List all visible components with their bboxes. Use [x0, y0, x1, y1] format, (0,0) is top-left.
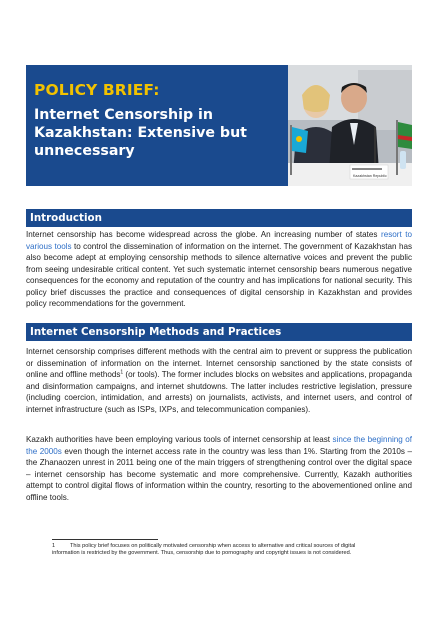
paragraph-text: Internet censorship comprises different methods with the central aim to prevent or suppress the publication or dissemination of information on the internet. Internet censorship sanctioned by the state consists of online and offline methods [26, 347, 412, 379]
paragraph-text: even though the internet access rate in the country was less than 1%. Starting from the 2010s – the Zhanaozen unrest in 2011 being one of the main triggers of strengthening control over the digital space – internet censorship has become systematic and more comprehensive. Currently, Kazakh authorities attempt to control digital flows of information within the country, resorting to the abovementioned online and offline tools. [26, 446, 412, 502]
document-title: Internet Censorship in Kazakhstan: Extensive but unnecessary [34, 107, 247, 159]
photo-nameplate-text: Kazakhstan Republic [353, 174, 387, 178]
introduction-paragraph [26, 229, 412, 310]
title-banner [26, 65, 412, 186]
methods-paragraph-2 [26, 434, 412, 503]
section-heading-introduction: Introduction [26, 209, 412, 227]
brief-kicker: POLICY BRIEF: [34, 81, 160, 99]
conference-photo-illustration [288, 65, 412, 186]
cover-photo [288, 65, 412, 186]
paragraph-text: Internet censorship has become widespread across the globe. An increasing number of states [26, 230, 382, 239]
link-resort-to-various-tools[interactable]: resort to various tools [26, 230, 412, 251]
footnote-text: This policy brief focuses on politically motivated censorship when access to alternative and critical sources of digital information is restricted by the government. Thus, censorship due to pornography and copyright issues is not considered. [52, 543, 356, 557]
section-heading-methods: Internet Censorship Methods and Practices [26, 323, 412, 341]
paragraph-text: Kazakh authorities have been employing various tools of internet censorship at least [26, 435, 333, 444]
link-since-the-beginning-of-the-2000s[interactable]: since the beginning of the 2000s [26, 435, 412, 456]
footnote-reference[interactable]: 1 [120, 369, 124, 376]
footnote [52, 543, 382, 557]
footnote-number: 1 [52, 543, 56, 549]
footnote-divider [52, 539, 158, 540]
paragraph-text: (or tools). The former includes blocks on websites and applications, propaganda and disinformation campaigns, and internet shutdowns. The latter includes restrictive legislation, pressure (including coercion, intimidation, and arrests) on journalists, activists, and internet users, and control of internet infrastructure (such as ISPs, IXPs, and telecommunication companies). [26, 370, 412, 414]
methods-paragraph-1 [26, 346, 412, 415]
paragraph-text: to control the dissemination of information on the internet. The government of Kazakhstan has also become adept at employing censorship methods to silence alternative voices and prevent the public from seeing undesirable critical content. Yet such systematic internet censorship bears numerous negative consequences for the economy and reputation of the country and has implications for national security. This policy brief discusses the practice and consequences of digital censorship in Kazakhstan and provides policy recommendations for the government. [26, 241, 413, 308]
